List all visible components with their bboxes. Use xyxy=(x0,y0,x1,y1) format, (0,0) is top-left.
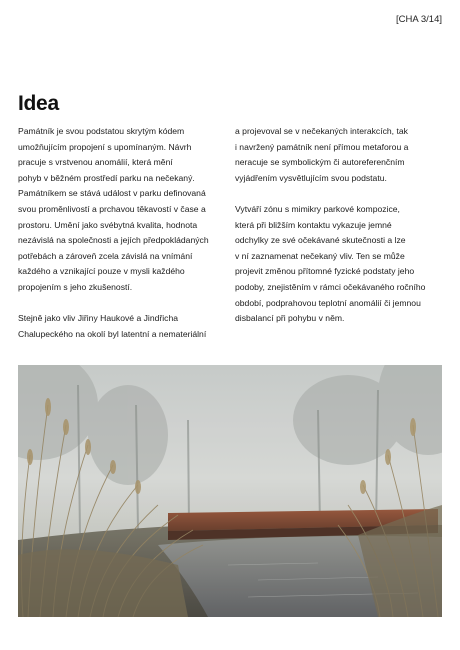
paragraph: Vytváří zónu s mimikry parkové kompozice, která při bližším kontaktu vykazuje jemné odchylky ze své očekávané skutečnosti a lze v ní zaznamenat nečekaný vliv. Ten se může projevit změnou přítomné fyzické podstaty jeho podoby, znejistěním v rámci očekávaného ročního období, podprahovou teplotní anomálií či jemnou disbalancí při pohybu v něm. xyxy=(235,203,426,324)
page-reference: [CHA 3/14] xyxy=(396,14,442,25)
left-text-column xyxy=(18,124,223,342)
right-text-column xyxy=(235,124,440,327)
paragraph: Stejně jako vliv Jiřiny Haukové a Jindřicha Chalupeckého na okolí byl latentní a nemateriální xyxy=(18,313,207,339)
paragraph: Památník je svou podstatou skrytým kódem umožňujícím propojení s upomínaným. Návrh pracuje s vrstvenou anomálií, která mění pohyb v běžném prostředí parku na nečekaný. Památníkem se stává událost v parku definovaná svou proměnlivostí a prchavou těkavostí v čase a prostoru. Umění jako svébytná kvalita, hodnota nezávislá na společnosti a jejích předpokládaných potřebách a zároveň zcela závislá na vnímání každého a vznikající pouze v mysli každého propojením s jeho zkušeností. xyxy=(18,126,209,292)
park-scene-illustration xyxy=(18,365,442,617)
paragraph: a projevoval se v nečekaných interakcích, tak i navržený památník není přímou metaforou a neracuje se symbolickým či autoreferenčním vyjádřením vysvětlujícím svou podstatu. xyxy=(235,126,409,183)
park-render-image xyxy=(18,365,442,617)
section-title: Idea xyxy=(18,92,59,115)
